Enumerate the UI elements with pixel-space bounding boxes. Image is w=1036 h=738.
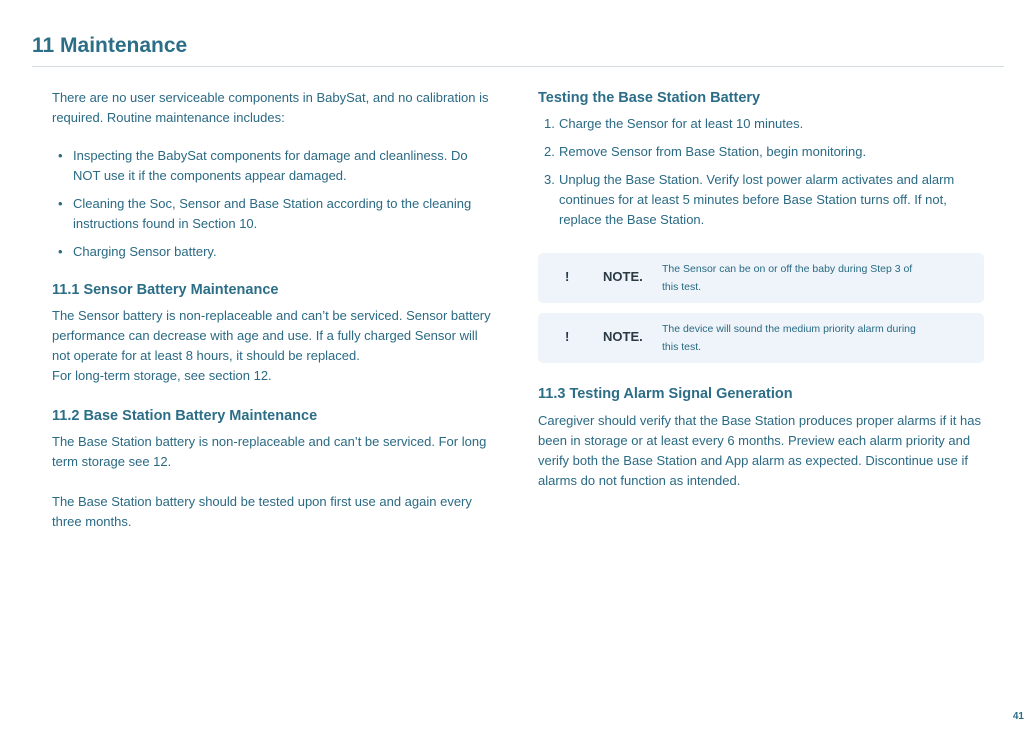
warning-icon: !: [565, 269, 570, 284]
note-label: NOTE.: [603, 329, 643, 344]
page-title: 11 Maintenance: [32, 34, 188, 57]
title-divider: [32, 66, 1004, 67]
alarm-testing-paragraph: Caregiver should verify that the Base Station produces proper alarms if it has been in storage or at least every 6 months. Preview each alarm priority and verify both the Base Station and App alarm as expected. Discontinue use if alarms do not function as intended.: [538, 413, 981, 488]
bullet-icon: •: [58, 196, 63, 211]
base-battery-heading: 11.2 Base Station Battery Maintenance: [52, 408, 318, 424]
right-column-bottom: [538, 384, 988, 491]
right-column-top: [538, 88, 988, 238]
bullet-icon: •: [58, 148, 63, 163]
page-number: 41: [1012, 711, 1024, 722]
list-item: 3. Unplug the Base Station. Verify lost power alarm activates and alarm continues for at least 5 minutes before Base Station turns off. If not, replace the Base Station.: [544, 172, 955, 227]
intro-paragraph: There are no user serviceable components in BabySat, and no calibration is required. Routine maintenance includes:: [52, 90, 489, 125]
sensor-battery-paragraph: The Sensor battery is non-replaceable and can’t be serviced. Sensor battery performance can decrease with age and use. If a fully charged Sensor will not operate for at least 8 hours, it should be replaced.: [52, 308, 491, 363]
testing-heading: Testing the Base Station Battery: [538, 90, 761, 106]
list-item: • Cleaning the Soc, Sensor and Base Station according to the cleaning instructions found in Section 10.: [58, 196, 472, 231]
alarm-testing-heading: 11.3 Testing Alarm Signal Generation: [538, 386, 793, 402]
note-box: [538, 313, 984, 363]
left-column: [52, 88, 497, 532]
list-item: 1. Charge the Sensor for at least 10 minutes.: [544, 116, 804, 131]
note-box: [538, 253, 984, 303]
list-item: • Charging Sensor battery.: [52, 242, 497, 262]
testing-steps: [538, 114, 988, 230]
note-text: The device will sound the medium priority alarm during this test.: [662, 323, 916, 353]
list-item: 2. Remove Sensor from Base Station, begin monitoring.: [544, 144, 867, 159]
sensor-battery-heading: 11.1 Sensor Battery Maintenance: [52, 282, 279, 298]
maintenance-list: [52, 146, 497, 262]
base-battery-paragraph: The Base Station battery is non-replaceable and can’t be serviced. For long term storage see 12.: [52, 434, 487, 469]
bullet-icon: •: [58, 244, 63, 259]
note-label: NOTE.: [603, 269, 643, 284]
sensor-storage-note: For long-term storage, see section 12.: [52, 368, 272, 383]
base-battery-test-paragraph: The Base Station battery should be tested upon first use and again every three months.: [52, 494, 472, 529]
list-item: • Inspecting the BabySat components for damage and cleanliness. Do NOT use it if the components appear damaged.: [58, 148, 468, 183]
note-text: The Sensor can be on or off the baby during Step 3 of this test.: [662, 263, 913, 293]
warning-icon: !: [565, 329, 570, 344]
